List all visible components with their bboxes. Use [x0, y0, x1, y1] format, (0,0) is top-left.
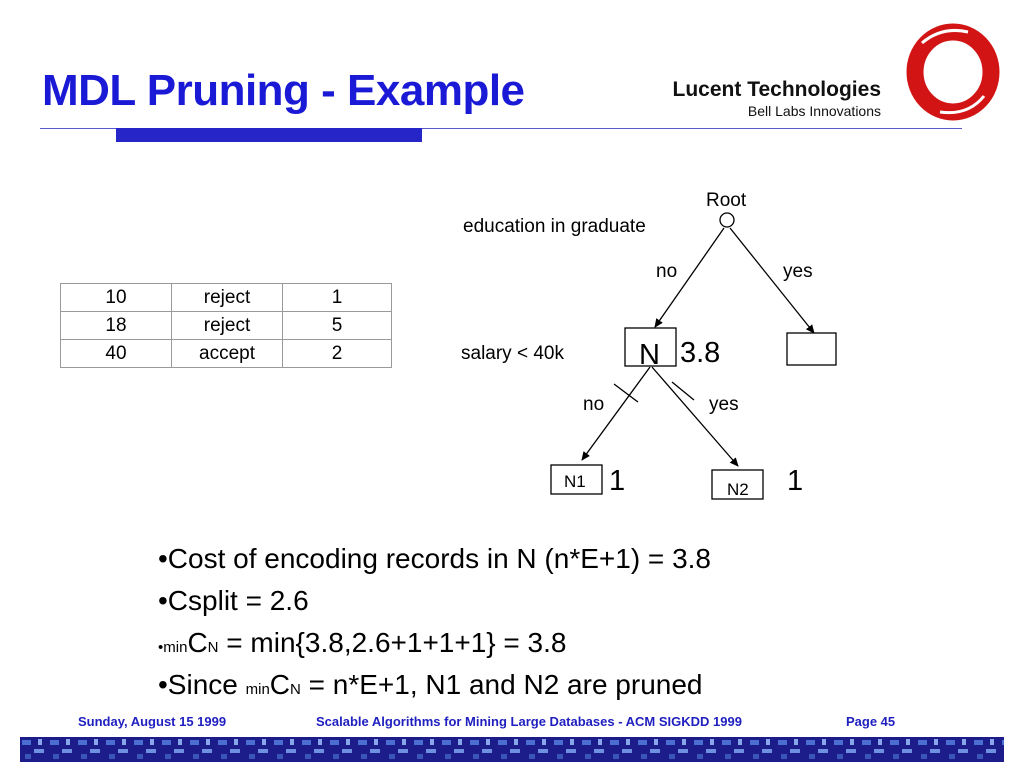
slide-title: MDL Pruning - Example [42, 66, 525, 115]
brand-name: Lucent Technologies [672, 78, 881, 101]
min-subscript: min [245, 681, 270, 698]
n-yes-label: yes [709, 394, 739, 415]
bullet-dot: • [158, 639, 164, 656]
prune-mark-yes [672, 382, 694, 400]
root-label: Root [706, 190, 747, 211]
bullet-item [158, 580, 711, 622]
cost-symbol: C [269, 669, 291, 700]
root-no-label: no [656, 261, 678, 282]
node-n-test-label: salary < 40k [461, 343, 564, 364]
root-node [720, 213, 734, 227]
root-test-label: education in graduate [463, 216, 646, 237]
node-n1-label: N1 [564, 472, 586, 491]
bullet-list [158, 538, 711, 706]
table-cell: 5 [283, 312, 392, 340]
table-cell: 1 [283, 284, 392, 312]
bullet-text: = n*E+1, N1 and N2 are pruned [300, 669, 703, 700]
table-cell: 10 [61, 284, 172, 312]
cost-symbol: C [187, 627, 208, 658]
bullet-text: •Cost of encoding records in N (n*E+1) = 3.8 [158, 543, 711, 574]
table-cell: reject [172, 312, 283, 340]
bullet-item [158, 538, 711, 580]
min-subscript: min [163, 639, 188, 656]
decorative-footer-band [20, 737, 1004, 762]
table-cell: 2 [283, 340, 392, 368]
node-n1-cost: 1 [609, 465, 626, 497]
node-subscript: N [290, 681, 301, 698]
node-n-label: N [639, 339, 660, 371]
node-n-cost: 3.8 [680, 337, 721, 369]
node-n2-cost: 1 [787, 465, 804, 497]
bullet-item [158, 622, 711, 664]
footer-title: Scalable Algorithms for Mining Large Databases - ACM SIGKDD 1999 [316, 714, 742, 729]
footer-page-number: Page 45 [846, 714, 896, 729]
bullet-text: •Csplit = 2.6 [158, 585, 309, 616]
node-n2-label: N2 [727, 480, 749, 499]
node-subscript: N [207, 639, 219, 656]
table-cell: 18 [61, 312, 172, 340]
table-cell: accept [172, 340, 283, 368]
brand-tagline: Bell Labs Innovations [747, 103, 881, 119]
pattern-decoration-icon [20, 737, 1004, 762]
footer-date: Sunday, August 15 1999 [78, 714, 227, 729]
root-yes-label: yes [783, 261, 813, 282]
edge-n-yes [652, 367, 738, 466]
n-no-label: no [583, 394, 605, 415]
bullet-text: •Since [158, 669, 246, 700]
table-cell: reject [172, 284, 283, 312]
bullet-item [158, 664, 711, 706]
leaf-yes-node [787, 333, 836, 365]
table-cell: 40 [61, 340, 172, 368]
bullet-text: = min{3.8,2.6+1+1+1} = 3.8 [218, 627, 567, 658]
